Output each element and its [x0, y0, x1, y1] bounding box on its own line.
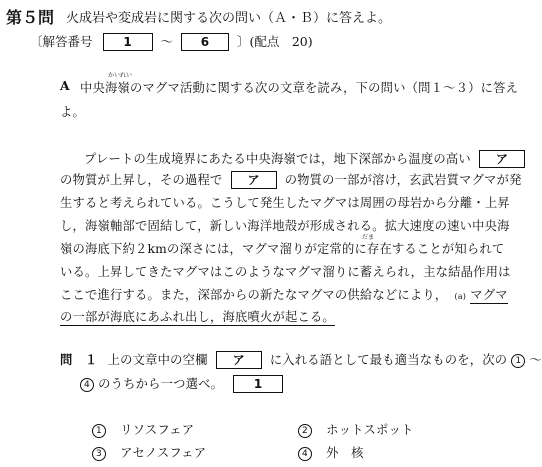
choice-1-ref: 1: [511, 354, 525, 368]
option-4-number: 4: [298, 447, 312, 461]
option-4-label: 外 核: [326, 446, 364, 460]
option-1[interactable]: [92, 420, 194, 438]
answer-box-to: 6: [181, 33, 229, 51]
option-1-number: 1: [92, 424, 106, 438]
answer-number-row: [30, 32, 313, 51]
answer-label: 〔解答番号: [30, 34, 93, 49]
points-label: 〕(配点 20): [236, 34, 313, 49]
marker-a: (a): [454, 292, 467, 301]
ruby-kairei: かいれい: [108, 72, 133, 79]
answer-box-from: 1: [103, 33, 153, 51]
passage-text-1a: プレートの生成境界にあたる中央海嶺では，地下深部から温度の高い: [84, 152, 471, 166]
question-1-text-c: 〜: [529, 353, 542, 367]
blank-a-1: ア: [479, 150, 525, 168]
question-1-line2: [80, 374, 283, 393]
problem-title: 火成岩や変成岩に関する次の問い（Ａ・Ｂ）に答えよ。: [66, 11, 392, 26]
passage-line-7: [60, 285, 508, 303]
question-1-answer-box: 1: [233, 375, 283, 393]
option-2-number: 2: [298, 424, 312, 438]
question-1-text-b: に入れる語として最も適当なものを，次の: [269, 353, 508, 367]
passage-line-5: 嶺の海底下約２kmの深さには，マグマ溜りが定常的に存在することが知られて: [60, 242, 505, 256]
option-3-number: 3: [92, 447, 106, 461]
option-3-label: アセノスフェア: [120, 446, 207, 460]
option-3[interactable]: [92, 443, 206, 461]
problem-number: 第５問: [6, 8, 55, 27]
section-a-line1: 中央海嶺のマグマ活動に関する次の文章を読み，下の問い（問１〜３）に答え: [80, 81, 519, 95]
option-2[interactable]: [298, 420, 413, 438]
question-1-text-d: のうちから一つ選べ。: [98, 377, 224, 391]
question-1-blank: ア: [216, 351, 262, 369]
underline-eruption: の一部が海底にあふれ出し，海底噴火が起こる。: [60, 310, 335, 324]
tilde: 〜: [160, 34, 173, 49]
passage-line-3: 生すると考えられている。こうして発生したマグマは周囲の母岩から分離・上昇: [60, 196, 510, 210]
question-1-label: 問 １: [60, 352, 98, 367]
option-2-label: ホットスポット: [326, 423, 414, 437]
option-1-label: リソスフェア: [120, 423, 195, 437]
passage-line-1: [84, 149, 525, 168]
option-4[interactable]: [298, 443, 364, 461]
question-1-text-a: 上の文章中の空欄: [107, 353, 208, 367]
passage-line-2: [60, 170, 522, 189]
ruby-damari: だま: [362, 234, 375, 241]
choice-4-ref: 4: [80, 378, 94, 392]
passage-text-2a: の物質が上昇し，その過程で: [60, 173, 223, 187]
section-a-marker: A: [60, 78, 70, 93]
passage-line-6: いる。上昇してきたマグマはこのようなマグマ溜りに蓄えられ，主な結晶作用は: [60, 265, 511, 279]
passage-line-8: [60, 307, 335, 325]
passage-text-7: ここで進行する。また，深部からの新たなマグマの供給などにより，: [60, 288, 448, 302]
passage-line-4: し，海嶺軸部で固結して，新しい海洋地殻が形成される。拡大速度の速い中央海: [60, 219, 510, 233]
section-a-line2: よ。: [60, 105, 85, 119]
question-1: [60, 350, 542, 369]
passage-text-2b: の物質の一部が溶け，玄武岩質マグマが発: [284, 173, 522, 187]
underline-magma: マグマ: [470, 288, 508, 302]
blank-a-2: ア: [231, 171, 277, 189]
